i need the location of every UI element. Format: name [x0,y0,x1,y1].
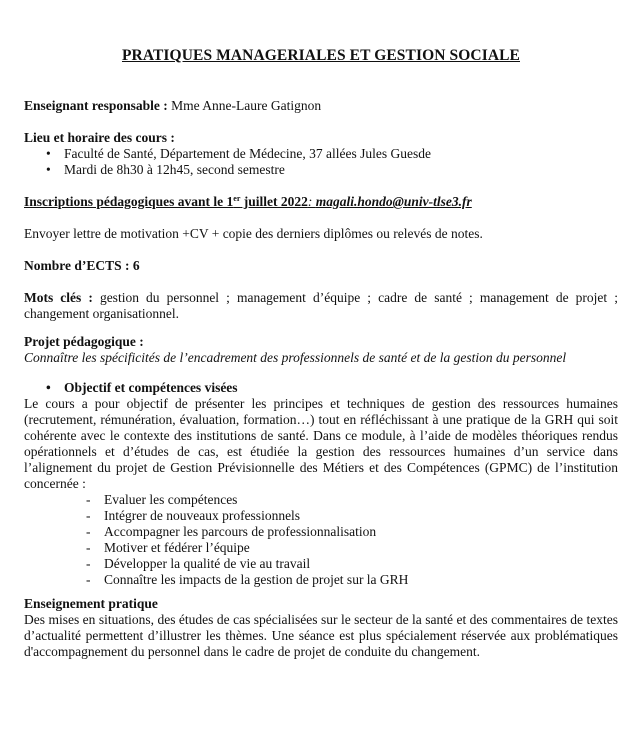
practice-section [24,596,618,660]
practice-paragraph: Des mises en situations, des études de cas spécialisées sur le secteur de la santé et des commentaires de textes d’actualité permettent d’illustrer les thèmes. Une séance est plus spécialement réservée aux problématiques d'accompagnement du personnel dans le cadre de projet de conduite du changement. [24,612,618,659]
teacher-value: Mme Anne-Laure Gatignon [167,98,322,113]
project-subtitle: Connaître les spécificités de l’encadrement des professionnels de santé et de la gestion du personnel [24,350,567,365]
keywords-section [24,290,618,322]
list-item: - Développer la qualité de vie au travail [24,556,618,572]
registration-line [24,194,618,210]
registration-date: juillet 2022 [240,194,308,209]
location-label: Lieu et horaire des cours : [24,130,175,145]
location-section [24,130,618,178]
location-list [24,146,618,178]
objectives-list [24,492,618,588]
list-item: - Motiver et fédérer l’équipe [24,540,618,556]
registration-colon: : [307,194,316,209]
objectives-paragraph: Le cours a pour objectif de présenter les principes et techniques de gestion des ressources humaines (recrutement, rémunération, évaluation, formation…) tout en réfléchissant à une pratique de la GRH qui soit cohérente avec le contexte des institutions de santé. Dans ce module, à l’aide de modèles théoriques rendus opérationnels et d’études de cas, est étudiée la gestion des ressources humaines d’un service dans l’alignement du projet de Gestion Prévisionnelle des Métiers et des Compétences (GPMC) de l’institution concernée : [24,396,618,491]
documents-line: Envoyer lettre de motivation +CV + copie des derniers diplômes ou relevés de notes. [24,226,483,241]
teacher-line [24,98,618,114]
registration-email-link[interactable]: magali.hondo@univ-tlse3.fr [315,194,472,209]
list-item: • Faculté de Santé, Département de Médecine, 37 allées Jules Guesde [24,146,618,162]
list-item: - Evaluer les compétences [24,492,618,508]
list-item: - Accompagner les parcours de professionnalisation [24,524,618,540]
registration-label-text: Inscriptions pédagogiques avant le 1 [24,194,234,209]
project-section [24,334,618,366]
list-item: - Intégrer de nouveaux professionnels [24,508,618,524]
keywords-label: Mots clés : [24,290,93,305]
objectives-section [24,380,618,588]
page-title: PRATIQUES MANAGERIALES ET GESTION SOCIALE [121,47,520,64]
keywords-value: gestion du personnel ; management d’équipe ; cadre de santé ; management de projet ; changement organisationnel. [24,290,618,321]
practice-label: Enseignement pratique [24,596,158,611]
registration-sup: er [233,194,241,203]
objectives-heading-list [24,380,618,396]
registration-label [24,194,308,209]
list-item: - Connaître les impacts de la gestion de projet sur la GRH [24,572,618,588]
project-label: Projet pédagogique : [24,334,144,349]
teacher-label: Enseignant responsable : [24,98,168,113]
objectives-label: • Objectif et compétences visées [24,380,618,396]
list-item: • Mardi de 8h30 à 12h45, second semestre [24,162,618,178]
ects-line: Nombre d’ECTS : 6 [24,258,140,273]
